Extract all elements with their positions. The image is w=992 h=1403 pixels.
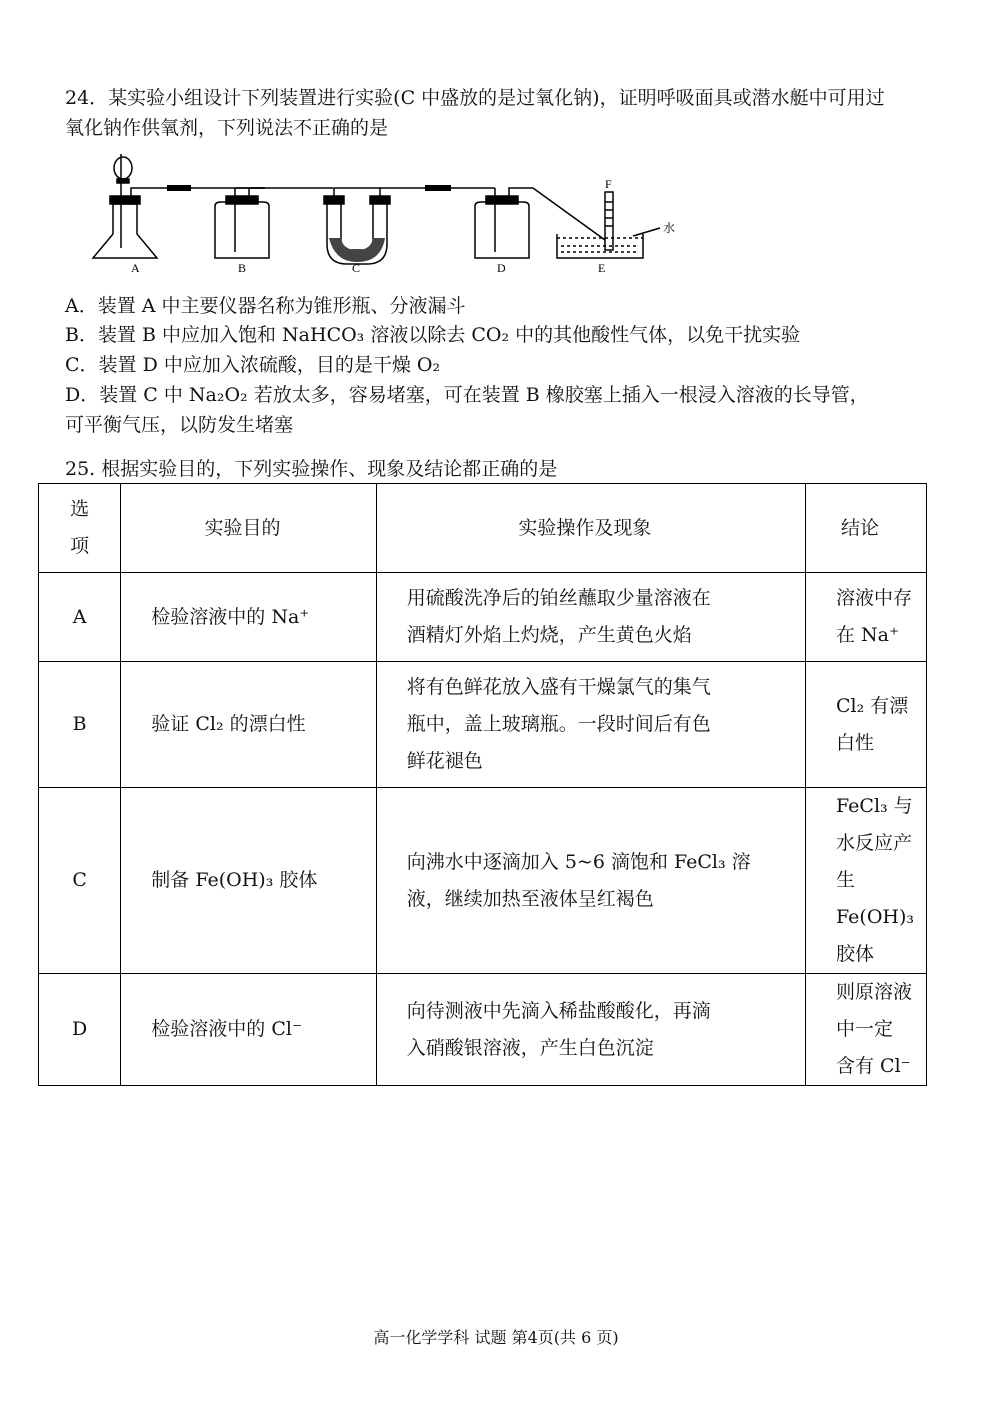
header-operation: 实验操作及现象 (376, 484, 805, 573)
label-f: F (605, 177, 612, 191)
row-conclusion: 则原溶液中一定 含有 Cl⁻ (806, 974, 927, 1086)
option-d-line2: 可平衡气压，以防发生堵塞 (65, 414, 294, 436)
label-d: D (497, 261, 506, 275)
question-25-stem: 25. 根据实验目的，下列实验操作、现象及结论都正确的是 (65, 458, 558, 480)
row-operation: 向沸水中逐滴加入 5~6 滴饱和 FeCl₃ 溶 液，继续加热至液体呈红褐色 (376, 788, 805, 974)
apparatus-a-flask (93, 154, 265, 258)
label-b: B (238, 261, 247, 275)
header-conclusion: 结论 (806, 484, 927, 573)
table-row (39, 662, 927, 788)
option-d-line1: D．装置 C 中 Na₂O₂ 若放太多，容易堵塞，可在装置 B 橡胶塞上插入一根浸入溶液的长导管， (65, 384, 869, 406)
row-operation: 将有色鲜花放入盛有干燥氯气的集气 瓶中，盖上玻璃瓶。一段时间后有色 鲜花褪色 (376, 662, 805, 788)
apparatus-c-u-tube (324, 188, 495, 264)
row-purpose: 检验溶液中的 Cl⁻ (121, 974, 376, 1086)
page-footer: 高一化学学科 试题 第4页(共 6 页) (373, 1328, 619, 1347)
table-row (39, 974, 927, 1086)
apparatus-d-bottle (475, 188, 605, 258)
label-water: 水 (663, 221, 676, 235)
label-e: E (598, 261, 606, 275)
row-conclusion: FeCl₃ 与水反应产 生 Fe(OH)₃ 胶体 (806, 788, 927, 974)
label-a: A (131, 261, 140, 275)
question-24-stem-line1: 24．某实验小组设计下列装置进行实验(C 中盛放的是过氧化钠)，证明呼吸面具或潜水艇中可用过 (65, 87, 885, 109)
experiment-apparatus-diagram (85, 152, 685, 280)
row-operation: 用硫酸洗净后的铂丝蘸取少量溶液在 酒精灯外焰上灼烧，产生黄色火焰 (376, 573, 805, 662)
table-row (39, 788, 927, 974)
header-purpose: 实验目的 (121, 484, 376, 573)
row-purpose: 制备 Fe(OH)₃ 胶体 (121, 788, 376, 974)
row-option: C (39, 788, 121, 974)
option-b: B．装置 B 中应加入饱和 NaHCO₃ 溶液以除去 CO₂ 中的其他酸性气体，以免干扰实验 (65, 324, 801, 346)
apparatus-b-bottle (215, 188, 333, 258)
row-conclusion: Cl₂ 有漂白性 (806, 662, 927, 788)
table-header-row (39, 484, 927, 573)
option-c: C．装置 D 中应加入浓硫酸，目的是干燥 O₂ (65, 354, 441, 376)
label-c: C (352, 261, 361, 275)
row-purpose: 验证 Cl₂ 的漂白性 (121, 662, 376, 788)
row-option: B (39, 662, 121, 788)
experiment-table (38, 483, 927, 1086)
table-row (39, 573, 927, 662)
row-conclusion: 溶液中存在 Na⁺ (806, 573, 927, 662)
row-option: A (39, 573, 121, 662)
option-a: A．装置 A 中主要仪器名称为锥形瓶、分液漏斗 (65, 295, 466, 317)
apparatus-e-water-trough (557, 192, 660, 258)
row-operation: 向待测液中先滴入稀盐酸酸化，再滴 入硝酸银溶液，产生白色沉淀 (376, 974, 805, 1086)
row-purpose: 检验溶液中的 Na⁺ (121, 573, 376, 662)
question-24-stem-line2: 氧化钠作供氧剂，下列说法不正确的是 (65, 117, 389, 139)
header-option: 选 项 (39, 484, 121, 573)
row-option: D (39, 974, 121, 1086)
